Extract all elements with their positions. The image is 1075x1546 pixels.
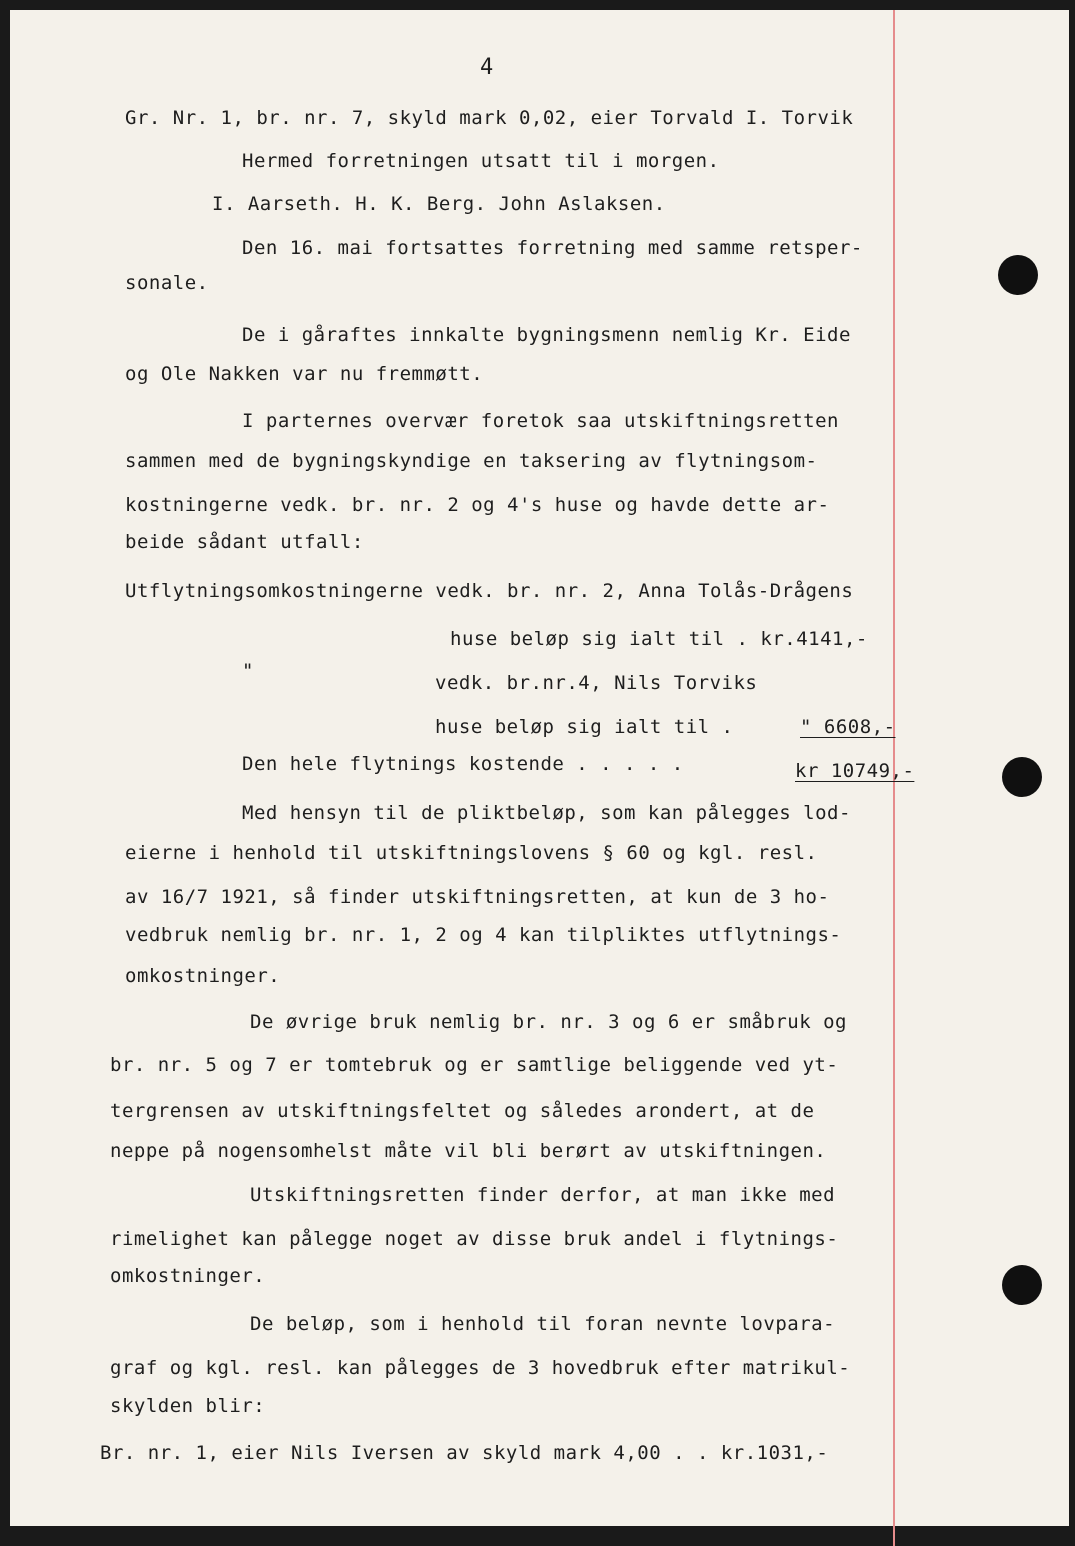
text-line: vedk. br.nr.4, Nils Torviks <box>435 672 758 694</box>
text-line: omkostninger. <box>110 1265 266 1287</box>
text-line: graf og kgl. resl. kan pålegges de 3 hovedbruk efter matrikul- <box>110 1357 851 1379</box>
text-line: Utskiftningsretten finder derfor, at man ikke med <box>250 1184 836 1206</box>
punch-hole <box>998 255 1038 295</box>
page-number: 4 <box>480 55 494 80</box>
text-line: I. Aarseth. H. K. Berg. John Aslaksen. <box>212 193 666 215</box>
text-line: De i gåraftes innkalte bygningsmenn nemlig Kr. Eide <box>242 324 851 346</box>
text-line: De øvrige bruk nemlig br. nr. 3 og 6 er småbruk og <box>250 1011 847 1033</box>
text-line: og Ole Nakken var nu fremmøtt. <box>125 363 484 385</box>
text-line: Hermed forretningen utsatt til i morgen. <box>242 150 720 172</box>
text-line: huse beløp sig ialt til . kr.4141,- <box>450 628 868 650</box>
text-line: skylden blir: <box>110 1395 266 1417</box>
text-line: beide sådant utfall: <box>125 531 364 553</box>
amount-line: " 6608,- <box>800 716 896 738</box>
text-line: kostningerne vedk. br. nr. 2 og 4's huse og havde dette ar- <box>125 494 830 516</box>
text-line: omkostninger. <box>125 965 281 987</box>
text-line: av 16/7 1921, så finder utskiftningsretten, at kun de 3 ho- <box>125 886 830 908</box>
text-line: I parternes overvær foretok saa utskiftningsretten <box>242 410 839 432</box>
punch-hole <box>1002 757 1042 797</box>
text-line: tergrensen av utskiftningsfeltet og således arondert, at de <box>110 1100 815 1122</box>
text-line: sonale. <box>125 272 209 294</box>
text-line: De beløp, som i henhold til foran nevnte lovpara- <box>250 1313 836 1335</box>
text-line: rimelighet kan pålegge noget av disse bruk andel i flytnings- <box>110 1228 839 1250</box>
text-line: eierne i henhold til utskiftningslovens § 60 og kgl. resl. <box>125 842 818 864</box>
text-line: br. nr. 5 og 7 er tomtebruk og er samtlige beliggende ved yt- <box>110 1054 839 1076</box>
text-line: Utflytningsomkostningerne vedk. br. nr. 2, Anna Tolås-Drågens <box>125 580 854 602</box>
text-line: Den 16. mai fortsattes forretning med samme retsper- <box>242 237 863 259</box>
text-line: Gr. Nr. 1, br. nr. 7, skyld mark 0,02, eier Torvald I. Torvik <box>125 107 854 129</box>
total-amount: kr 10749,- <box>795 760 915 782</box>
text-line: huse beløp sig ialt til . <box>435 716 734 738</box>
ditto-mark: " <box>242 660 254 682</box>
punch-hole <box>1002 1265 1042 1305</box>
text-line: Med hensyn til de pliktbeløp, som kan pålegges lod- <box>242 802 851 824</box>
text-line: neppe på nogensomhelst måte vil bli berørt av utskiftningen. <box>110 1140 827 1162</box>
text-line: vedbruk nemlig br. nr. 1, 2 og 4 kan tilpliktes utflytnings- <box>125 924 842 946</box>
text-line: Br. nr. 1, eier Nils Iversen av skyld mark 4,00 . . kr.1031,- <box>100 1442 829 1464</box>
text-line: Den hele flytnings kostende . . . . . <box>242 753 684 775</box>
text-line: sammen med de bygningskyndige en taksering av flytningsom- <box>125 450 818 472</box>
